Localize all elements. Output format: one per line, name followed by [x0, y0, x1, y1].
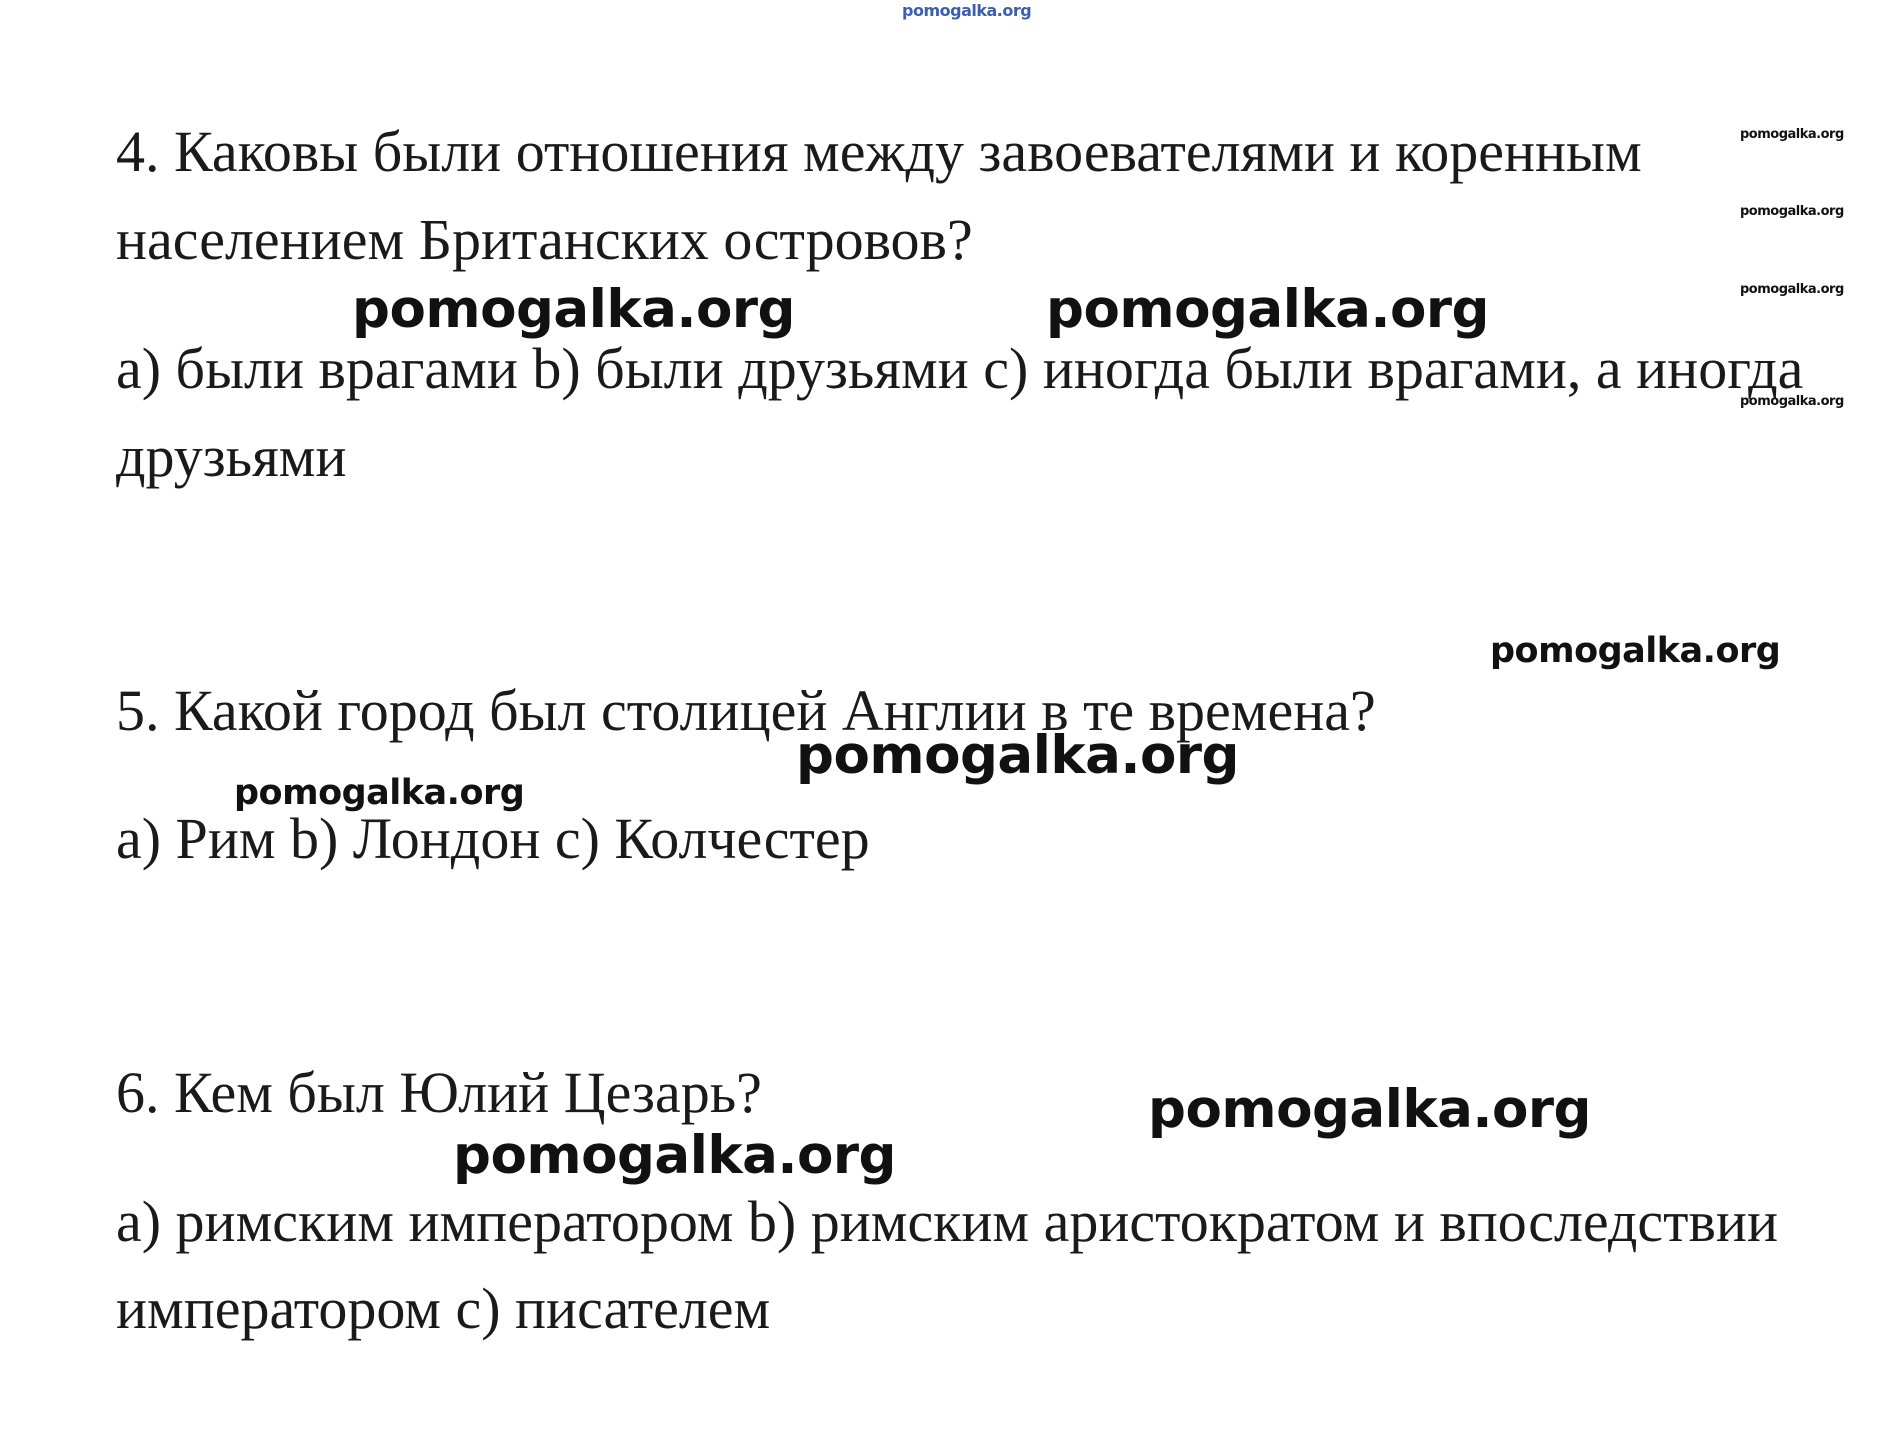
watermark-big-3: pomogalka.org: [796, 725, 1239, 786]
watermark-mid-1: pomogalka.org: [1490, 631, 1781, 671]
answer-4-line-1: a) были врагами b) были друзьями c) иногда были врагами, а иногда: [116, 336, 1804, 401]
question-6-line-1: 6. Кем был Юлий Цезарь?: [116, 1060, 762, 1125]
watermark-mid-2: pomogalka.org: [234, 773, 525, 813]
answer-6-line-1: a) римским императором b) римским аристократом и впоследствии: [116, 1189, 1778, 1254]
question-4-line-1: 4. Каковы были отношения между завоевателями и коренным: [116, 119, 1642, 184]
watermark-small-1: pomogalka.org: [1740, 127, 1844, 142]
watermark-big-2: pomogalka.org: [1046, 279, 1489, 340]
answer-5-line-1: a) Рим b) Лондон c) Колчестер: [116, 806, 870, 871]
answer-6-line-2: императором c) писателем: [116, 1276, 771, 1341]
watermark-big-1: pomogalka.org: [352, 279, 795, 340]
watermark-big-5: pomogalka.org: [453, 1125, 896, 1186]
watermark-small-4: pomogalka.org: [1740, 394, 1844, 409]
watermark-small-3: pomogalka.org: [1740, 282, 1844, 297]
watermark-big-4: pomogalka.org: [1148, 1079, 1591, 1140]
watermark-top: pomogalka.org: [902, 1, 1032, 20]
question-5-line-1: 5. Какой город был столицей Англии в те времена?: [116, 678, 1376, 743]
answer-4-line-2: друзьями: [116, 424, 347, 489]
question-4-line-2: населением Британских островов?: [116, 207, 973, 272]
watermark-small-2: pomogalka.org: [1740, 204, 1844, 219]
